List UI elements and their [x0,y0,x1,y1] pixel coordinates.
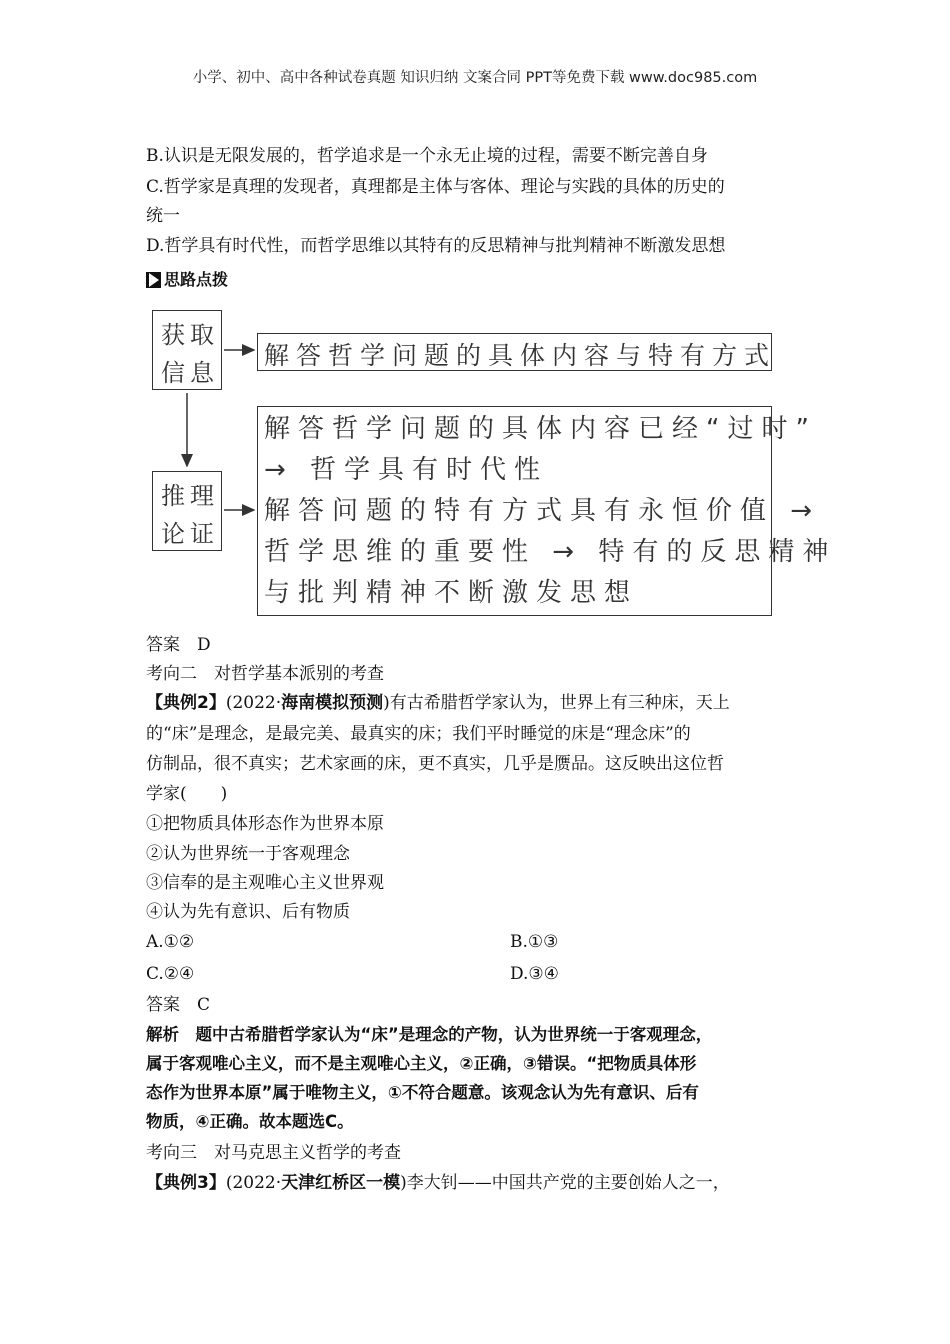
example-2-line3: 仿制品，很不真实；艺术家画的床，更不真实，几乎是赝品。这反映出这位哲 [146,754,724,774]
reason-line-3: 解答问题的特有方式具有永恒价值 → [264,496,821,526]
example-2-line2: 的“床”是理念，是最完美、最真实的床；我们平时睡觉的床是“理念床”的 [146,724,691,744]
analysis-line4: 物质，④正确。故本题选C。 [146,1112,354,1131]
example-3-source: 天津红桥区一模 [281,1173,401,1193]
reason-line-2: → 哲学具有时代性 [264,455,549,485]
info-box [257,333,777,371]
reason-line-1: 解答哲学问题的具体内容已经“过时” [264,414,817,444]
choice-c: C.②④ [146,964,195,984]
example-2-line4: 学家( ) [146,784,228,804]
example-3-line1 [146,1171,730,1195]
example-2-text: )有古希腊哲学家认为，世界上有三种床，天上 [383,693,730,713]
answer-2: 答案 C [146,995,211,1015]
analysis-line1: 解析 题中古希腊哲学家认为“床”是理念的产物，认为世界统一于客观理念， [146,1025,713,1044]
box1-line1: 获取 [161,321,219,349]
item-4: ④认为先有意识、后有物质 [146,902,350,922]
option-c-line2: 统一 [146,206,180,226]
option-c-line1: C.哲学家是真理的发现者，真理都是主体与客体、理论与实践的具体的历史的 [146,177,725,197]
example-3-tag: 【典例3】 [146,1173,226,1193]
reason-line-4: 哲学思维的重要性 → 特有的反思精神 [264,537,837,567]
source-prefix: (2022· [225,1173,282,1193]
answer-1: 答案 D [146,635,211,655]
choice-b: B.①③ [510,932,559,952]
option-b: B.认识是无限发展的，哲学追求是一个永无止境的过程，需要不断完善自身 [146,146,708,166]
play-triangle-icon [146,272,161,288]
diagram-arrows [150,300,270,560]
choice-d: D.③④ [510,964,559,984]
hint-heading [146,268,228,292]
direction-3: 考向三 对马克思主义哲学的考查 [146,1143,401,1163]
info-text: 解答哲学问题的具体内容与特有方式 [264,341,777,370]
reason-line-5: 与批判精神不断激发思想 [264,578,639,608]
source-prefix: (2022· [225,693,282,713]
hint-label: 思路点拨 [164,270,229,289]
example-2-line1 [146,691,730,715]
analysis-line3: 态作为世界本原”属于唯物主义，①不符合题意。该观念认为先有意识、后有 [146,1083,699,1102]
example-2-tag: 【典例2】 [146,693,226,713]
box2-line2: 论证 [161,520,219,548]
item-1: ①把物质具体形态作为世界本原 [146,814,384,834]
example-3-text: )李大钊——中国共产党的主要创始人之一， [400,1173,730,1193]
item-2: ②认为世界统一于客观理念 [146,844,350,864]
item-3: ③信奉的是主观唯心主义世界观 [146,873,384,893]
option-d: D.哲学具有时代性，而哲学思维以其特有的反思精神与批判精神不断激发思想 [146,236,726,256]
box2-line1: 推理 [161,482,219,510]
reasoning-box [257,406,837,616]
choice-a: A.①② [146,932,195,952]
page-header: 小学、初中、高中各种试卷真题 知识归纳 文案合同 PPT等免费下载 www.doc985.com [192,70,758,86]
analysis-line2: 属于客观唯心主义，而不是主观唯心主义，②正确，③错误。“把物质具体形 [146,1054,697,1073]
box1-line2: 信息 [161,359,219,387]
direction-2: 考向二 对哲学基本派别的考查 [146,664,384,684]
example-2-source: 海南模拟预测 [281,693,384,713]
